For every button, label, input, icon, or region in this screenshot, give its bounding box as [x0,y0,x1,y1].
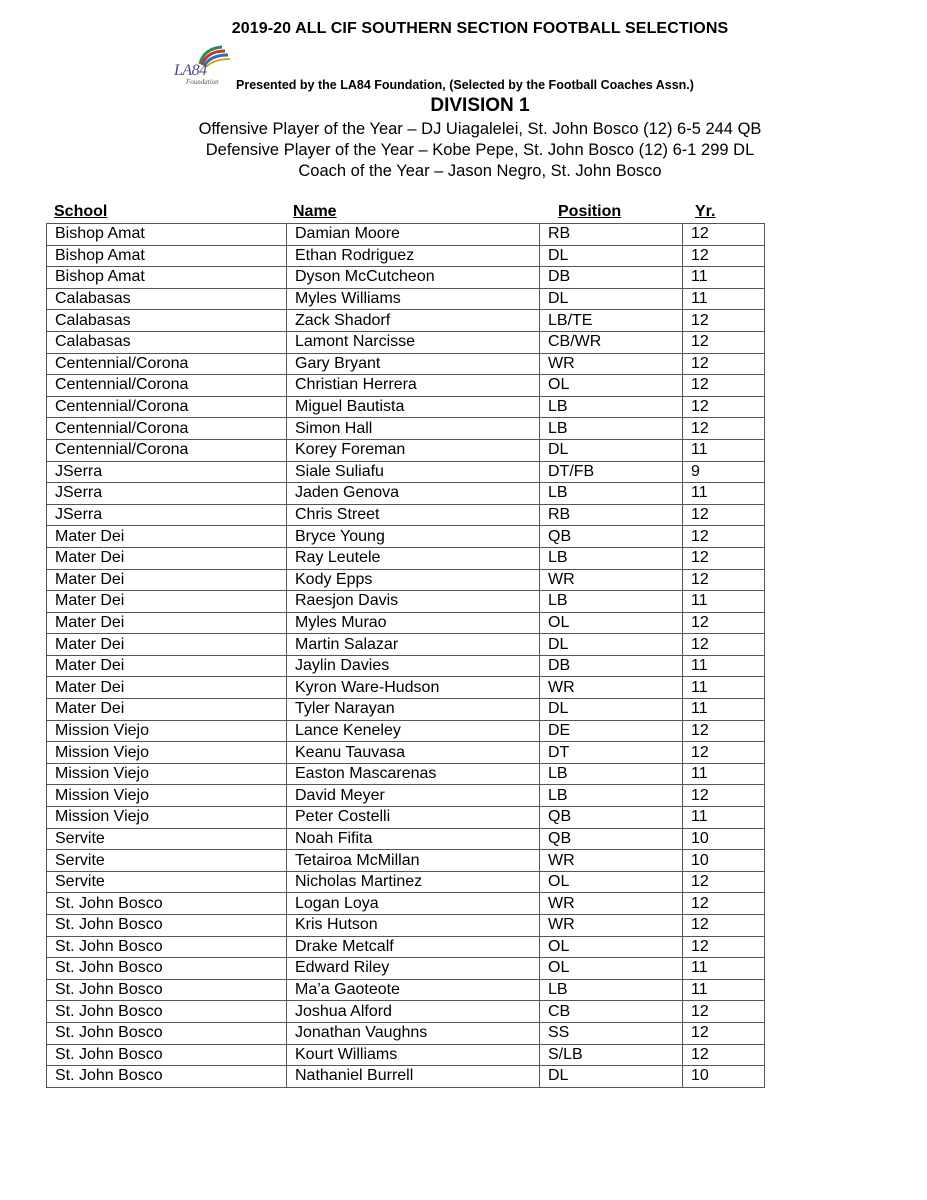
table-row [47,871,765,893]
school-cell: Bishop Amat [47,267,287,289]
position-cell: WR [540,893,683,915]
school-cell: St. John Bosco [47,1044,287,1066]
position-cell: OL [540,375,683,397]
name-cell: Kody Epps [287,569,540,591]
table-row [47,828,765,850]
school-cell: Servite [47,828,287,850]
position-cell: LB [540,591,683,613]
position-cell: QB [540,807,683,829]
school-cell: Centennial/Corona [47,396,287,418]
name-cell: Nathaniel Burrell [287,1066,540,1088]
la84-logo [170,44,232,90]
table-row [47,763,765,785]
year-cell: 11 [683,807,765,829]
table-row [47,1022,765,1044]
name-cell: Jonathan Vaughns [287,1022,540,1044]
defensive-player-of-year: Defensive Player of the Year – Kobe Pepe, St. John Bosco (12) 6-1 299 DL [205,141,755,159]
school-cell: JSerra [47,483,287,505]
school-cell: Mater Dei [47,634,287,656]
name-cell: Ethan Rodriguez [287,245,540,267]
year-cell: 11 [683,699,765,721]
year-cell: 12 [683,893,765,915]
position-cell: CB [540,1001,683,1023]
table-row [47,893,765,915]
year-cell: 11 [683,439,765,461]
year-cell: 11 [683,655,765,677]
school-cell: Mission Viejo [47,720,287,742]
name-cell: Nicholas Martinez [287,871,540,893]
position-cell: DL [540,245,683,267]
year-cell: 11 [683,677,765,699]
table-row [47,634,765,656]
name-cell: Myles Murao [287,612,540,634]
position-cell: DT/FB [540,461,683,483]
year-cell: 12 [683,418,765,440]
name-cell: Bryce Young [287,526,540,548]
year-cell: 12 [683,720,765,742]
position-cell: RB [540,224,683,246]
position-cell: CB/WR [540,331,683,353]
name-cell: Ray Leutele [287,547,540,569]
position-cell: LB [540,979,683,1001]
column-header-year: Yr. [695,203,716,220]
position-cell: DB [540,267,683,289]
name-cell: Easton Mascarenas [287,763,540,785]
year-cell: 12 [683,742,765,764]
name-cell: Joshua Alford [287,1001,540,1023]
table-row [47,807,765,829]
table-row [47,267,765,289]
table-row [47,526,765,548]
school-cell: St. John Bosco [47,1001,287,1023]
position-cell: LB [540,785,683,807]
school-cell: St. John Bosco [47,893,287,915]
position-cell: LB [540,396,683,418]
school-cell: Bishop Amat [47,224,287,246]
name-cell: Jaden Genova [287,483,540,505]
position-cell: WR [540,353,683,375]
table-row [47,979,765,1001]
name-cell: Simon Hall [287,418,540,440]
school-cell: Mater Dei [47,569,287,591]
position-cell: S/LB [540,1044,683,1066]
column-header-position: Position [558,203,622,220]
year-cell: 12 [683,1001,765,1023]
year-cell: 12 [683,1044,765,1066]
name-cell: Miguel Bautista [287,396,540,418]
name-cell: Edward Riley [287,958,540,980]
table-row [47,569,765,591]
year-cell: 12 [683,871,765,893]
year-cell: 11 [683,483,765,505]
school-cell: Calabasas [47,331,287,353]
year-cell: 12 [683,310,765,332]
name-cell: Noah Fifita [287,828,540,850]
logo-text: LA84 [174,62,207,79]
name-cell: Raesjon Davis [287,591,540,613]
year-cell: 11 [683,763,765,785]
table-row [47,245,765,267]
name-cell: Kris Hutson [287,915,540,937]
table-row [47,936,765,958]
name-cell: David Meyer [287,785,540,807]
name-cell: Lamont Narcisse [287,331,540,353]
school-cell: St. John Bosco [47,1022,287,1044]
year-cell: 11 [683,288,765,310]
table-row [47,785,765,807]
table-row [47,1001,765,1023]
page-title: 2019-20 ALL CIF SOUTHERN SECTION FOOTBALL SELECTIONS [231,20,729,37]
position-cell: DL [540,288,683,310]
name-cell: Dyson McCutcheon [287,267,540,289]
year-cell: 10 [683,850,765,872]
year-cell: 12 [683,504,765,526]
division-heading: DIVISION 1 [430,95,530,116]
position-cell: DL [540,634,683,656]
coach-of-year: Coach of the Year – Jason Negro, St. John Bosco [298,162,662,180]
table-row [47,224,765,246]
school-cell: St. John Bosco [47,1066,287,1088]
name-cell: Keanu Tauvasa [287,742,540,764]
year-cell: 12 [683,1022,765,1044]
name-cell: Kourt Williams [287,1044,540,1066]
name-cell: Martin Salazar [287,634,540,656]
position-cell: WR [540,569,683,591]
position-cell: DT [540,742,683,764]
name-cell: Peter Costelli [287,807,540,829]
position-cell: OL [540,958,683,980]
table-row [47,958,765,980]
school-cell: Mission Viejo [47,763,287,785]
name-cell: Gary Bryant [287,353,540,375]
year-cell: 10 [683,1066,765,1088]
school-cell: Calabasas [47,288,287,310]
year-cell: 11 [683,958,765,980]
name-cell: Siale Suliafu [287,461,540,483]
table-row [47,439,765,461]
table-row [47,720,765,742]
offensive-player-of-year: Offensive Player of the Year – DJ Uiagalelei, St. John Bosco (12) 6-5 244 QB [198,120,762,138]
logo-subtext: Foundation [186,78,219,86]
table-row [47,504,765,526]
school-cell: Mater Dei [47,591,287,613]
position-cell: LB [540,547,683,569]
table-row [47,310,765,332]
year-cell: 11 [683,979,765,1001]
name-cell: Jaylin Davies [287,655,540,677]
year-cell: 12 [683,569,765,591]
name-cell: Myles Williams [287,288,540,310]
position-cell: OL [540,612,683,634]
name-cell: Christian Herrera [287,375,540,397]
school-cell: Centennial/Corona [47,418,287,440]
table-row [47,288,765,310]
year-cell: 12 [683,353,765,375]
year-cell: 12 [683,331,765,353]
school-cell: JSerra [47,504,287,526]
table-row [47,655,765,677]
table-row [47,483,765,505]
school-cell: St. John Bosco [47,979,287,1001]
school-cell: Servite [47,850,287,872]
year-cell: 11 [683,267,765,289]
name-cell: Tyler Narayan [287,699,540,721]
school-cell: Calabasas [47,310,287,332]
school-cell: St. John Bosco [47,915,287,937]
position-cell: LB/TE [540,310,683,332]
school-cell: Bishop Amat [47,245,287,267]
school-cell: Servite [47,871,287,893]
school-cell: St. John Bosco [47,936,287,958]
school-cell: Mission Viejo [47,807,287,829]
selections-table [46,223,765,1088]
school-cell: JSerra [47,461,287,483]
school-cell: Centennial/Corona [47,353,287,375]
year-cell: 12 [683,936,765,958]
year-cell: 12 [683,612,765,634]
position-cell: LB [540,418,683,440]
table-row [47,915,765,937]
position-cell: DL [540,439,683,461]
table-row [47,461,765,483]
year-cell: 12 [683,785,765,807]
year-cell: 12 [683,396,765,418]
position-cell: WR [540,677,683,699]
table-row [47,591,765,613]
table-row [47,850,765,872]
school-cell: Mater Dei [47,612,287,634]
position-cell: DE [540,720,683,742]
school-cell: Mater Dei [47,526,287,548]
school-cell: Centennial/Corona [47,375,287,397]
table-row [47,353,765,375]
position-cell: LB [540,483,683,505]
position-cell: WR [540,915,683,937]
selections-table-body [47,224,765,1088]
table-row [47,699,765,721]
year-cell: 12 [683,224,765,246]
position-cell: DL [540,699,683,721]
name-cell: Zack Shadorf [287,310,540,332]
year-cell: 10 [683,828,765,850]
year-cell: 12 [683,915,765,937]
school-cell: Mater Dei [47,547,287,569]
year-cell: 12 [683,634,765,656]
column-header-name: Name [293,203,337,220]
table-row [47,418,765,440]
column-header-school: School [54,203,108,220]
year-cell: 11 [683,591,765,613]
year-cell: 9 [683,461,765,483]
presented-by: Presented by the LA84 Foundation, (Selected by the Football Coaches Assn.) [236,78,694,92]
name-cell: Lance Keneley [287,720,540,742]
position-cell: OL [540,871,683,893]
position-cell: DB [540,655,683,677]
name-cell: Chris Street [287,504,540,526]
position-cell: SS [540,1022,683,1044]
table-row [47,1044,765,1066]
year-cell: 12 [683,375,765,397]
year-cell: 12 [683,526,765,548]
school-cell: St. John Bosco [47,958,287,980]
table-row [47,1066,765,1088]
table-row [47,396,765,418]
table-row [47,331,765,353]
position-cell: QB [540,526,683,548]
school-cell: Mission Viejo [47,785,287,807]
school-cell: Centennial/Corona [47,439,287,461]
table-row [47,612,765,634]
school-cell: Mater Dei [47,677,287,699]
position-cell: OL [540,936,683,958]
position-cell: DL [540,1066,683,1088]
name-cell: Tetairoa McMillan [287,850,540,872]
name-cell: Korey Foreman [287,439,540,461]
name-cell: Damian Moore [287,224,540,246]
position-cell: WR [540,850,683,872]
name-cell: Kyron Ware-Hudson [287,677,540,699]
school-cell: Mater Dei [47,699,287,721]
year-cell: 12 [683,547,765,569]
name-cell: Drake Metcalf [287,936,540,958]
name-cell: Ma’a Gaoteote [287,979,540,1001]
position-cell: QB [540,828,683,850]
school-cell: Mater Dei [47,655,287,677]
year-cell: 12 [683,245,765,267]
table-row [47,547,765,569]
table-row [47,375,765,397]
name-cell: Logan Loya [287,893,540,915]
position-cell: LB [540,763,683,785]
table-row [47,742,765,764]
school-cell: Mission Viejo [47,742,287,764]
position-cell: RB [540,504,683,526]
table-row [47,677,765,699]
